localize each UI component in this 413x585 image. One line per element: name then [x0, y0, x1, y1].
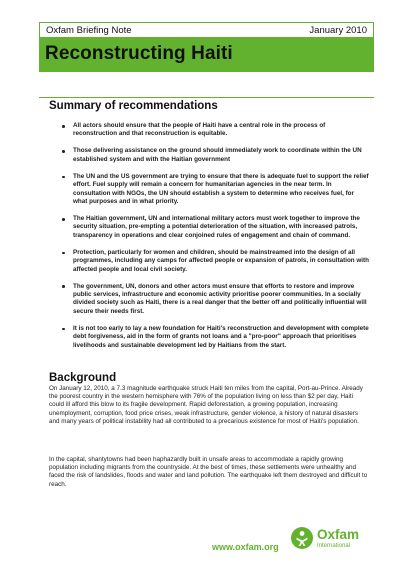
background-paragraph: In the capital, shantytowns had been haphazardly built in unsafe areas to accommodate a rapidly growing population including migrants from the countryside. At the best of times, these settlements were unhealthy and faced the risk of landslides, floods and water and land pollution. The earthquake left them destroyed and difficult to reach.	[49, 456, 368, 488]
recommendations-list	[49, 122, 369, 359]
recommendation-text: The Haitian government, UN and international military actors must work together to improve the security situation, pre-empting a potential deterioration of the situation, with increased patrols, transparency in operations and clear conjoined rules of engagement and chain of command.	[73, 215, 360, 239]
document-title: Reconstructing Haiti	[45, 43, 233, 64]
website-link[interactable]: www.oxfam.org	[212, 542, 279, 552]
recommendation-item	[49, 147, 369, 164]
header-banner	[39, 22, 374, 72]
summary-heading: Summary of recommendations	[49, 100, 218, 112]
note-type: Oxfam Briefing Note	[46, 24, 132, 36]
bullet-icon	[62, 125, 65, 128]
recommendation-item	[49, 215, 369, 240]
logo-name: Oxfam	[317, 526, 360, 542]
recommendation-item	[49, 283, 369, 317]
bullet-icon	[62, 150, 65, 153]
bullet-icon	[62, 285, 65, 288]
recommendation-text: Protection, particularly for women and children, should be mainstreamed into the design of all programmes, including any camps for affected people or expansion of patrols, in consultation with affected people and local civil society.	[73, 248, 369, 273]
oxfam-figure-icon	[290, 526, 314, 550]
bullet-icon	[62, 218, 65, 221]
bullet-icon	[62, 176, 65, 179]
bullet-icon	[62, 328, 65, 331]
bullet-icon	[62, 252, 65, 255]
background-heading: Background	[49, 372, 117, 384]
recommendation-text: It is not too early to lay a new foundation for Haiti's reconstruction and development with complete debt forgiveness, aid in the form of grants not loans and a "pro-poor" approach that prioritises livelihoods and sustainable development led by Haitians from the start.	[73, 324, 369, 349]
logo-subtitle: International	[317, 542, 351, 549]
recommendation-item	[49, 249, 369, 274]
oxfam-logo	[290, 526, 359, 550]
recommendation-item	[49, 122, 369, 139]
publication-date: January 2010	[309, 24, 367, 36]
recommendation-text: The UN and the US government are trying to ensure that there is adequate fuel to support the relief effort. Fuel supply will remain a concern for humanitarian agencies in the near term. In consultation with NGOs, the UN should establish a system to determine who receives fuel, for what purposes and in what priority.	[73, 172, 369, 206]
recommendation-item	[49, 173, 369, 207]
summary-divider	[39, 97, 374, 98]
recommendation-item	[49, 325, 369, 350]
header-top-strip	[39, 22, 374, 38]
recommendation-text: All actors should ensure that the people of Haiti have a central role in the process of reconstruction and that reconstruction is equitable.	[73, 122, 326, 138]
recommendation-text: The government, UN, donors and other actors must ensure that efforts to restore and improve public services, infrastructure and economic activity prioritise poorer communities. In a socially divided society such as Haiti, there is a real danger that the better off and politically influential will secure their needs first.	[73, 282, 367, 315]
background-paragraph: On January 12, 2010, a 7.3 magnitude earthquake struck Haiti ten miles from the capital, Port-au-Prince. Already the poorest country in the western hemisphere with 76% of the population living on less than $2 per day, Haiti could ill afford this blow to its fragile development. Rapid deforestation, a growing population, increasing unemployment, corruption, food price crises, weak infrastructure, gender violence, a history of natural disasters and many years of political instability had all contributed to a precarious existence for most of Haiti's population.	[49, 385, 363, 425]
recommendation-text: Those delivering assistance on the ground should immediately work to coordinate within the UN established system and with the Haitian government	[73, 147, 362, 163]
logo-text	[317, 528, 359, 549]
